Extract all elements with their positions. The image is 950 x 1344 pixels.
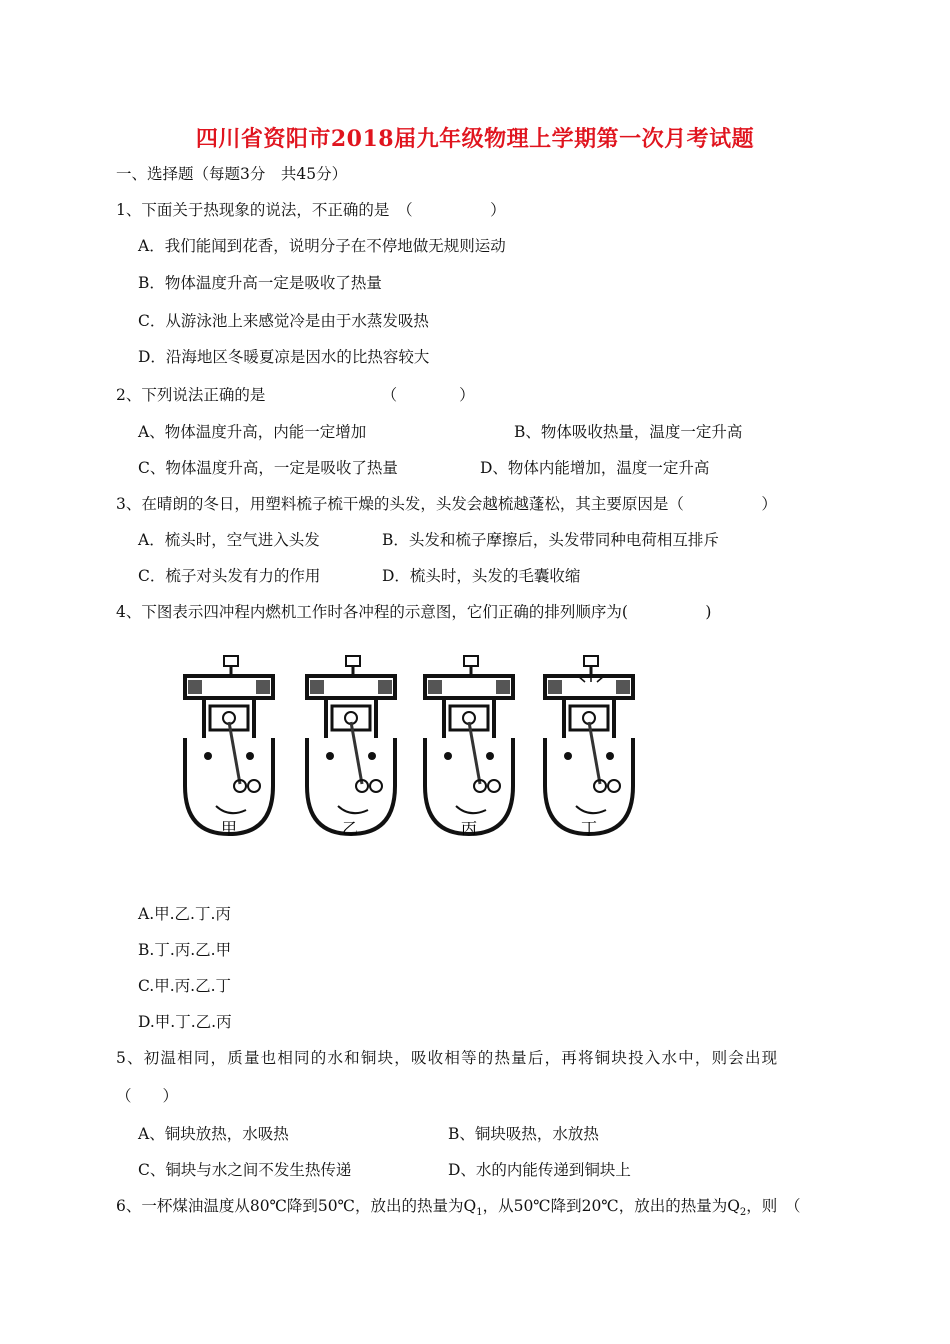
question-4-option-a: A.甲.乙.丁.丙: [138, 905, 231, 923]
figure-label-4: 丁: [580, 819, 598, 838]
question-2-option-b: B、物体吸收热量，温度一定升高: [514, 423, 743, 441]
question-3-option-d: D．梳头时，头发的毛囊收缩: [382, 567, 581, 585]
page-title: 四川省资阳市2018届九年级物理上学期第一次月考试题: [195, 126, 755, 152]
question-4-option-b: B.丁.丙.乙.甲: [138, 941, 232, 959]
question-5-option-d: D、水的内能传递到铜块上: [448, 1161, 631, 1179]
question-4-stem: 4、下图表示四冲程内燃机工作时各冲程的示意图，它们正确的排列顺序为( ): [116, 603, 712, 621]
figure-label-1: 甲: [220, 819, 238, 838]
engine-diagram-4: [545, 656, 633, 834]
question-2-stem: 2、下列说法正确的是 （ ）: [116, 386, 475, 404]
question-6-subscript-1: 1: [476, 1207, 483, 1219]
question-2-option-c: C、物体温度升高，一定是吸收了热量: [138, 459, 398, 477]
question-2-option-a: A、物体温度升高，内能一定增加: [138, 423, 367, 441]
engine-stroke-diagrams: [180, 652, 650, 842]
question-5-option-a: A、铜块放热，水吸热: [138, 1125, 289, 1143]
engine-diagram-1: [185, 656, 273, 834]
question-3-option-c: C．梳子对头发有力的作用: [138, 567, 321, 585]
question-1-option-c: C．从游泳池上来感觉冷是由于水蒸发吸热: [138, 312, 429, 330]
figure-label-3: 丙: [460, 819, 478, 838]
question-1-stem: 1、下面关于热现象的说法，不正确的是 （ ）: [116, 201, 506, 219]
question-6-subscript-2: 2: [739, 1207, 747, 1219]
question-6-stem-part-a: 6、一杯煤油温度从80℃降到50℃，放出的热量为Q: [116, 1197, 477, 1215]
section-heading: 一、选择题（每题3分 共45分）: [116, 165, 348, 183]
engine-diagram-3: [425, 656, 513, 834]
question-5-option-c: C、铜块与水之间不发生热传递: [138, 1161, 352, 1179]
question-5-stem: 5、初温相同，质量也相同的水和铜块，吸收相等的热量后，再将铜块投入水中，则会出现: [116, 1049, 779, 1067]
question-5-option-b: B、铜块吸热，水放热: [448, 1125, 599, 1143]
question-4-option-d: D.甲.丁.乙.丙: [138, 1013, 232, 1031]
question-6-stem-part-c: ，则 （: [746, 1197, 801, 1215]
question-1-option-a: A．我们能闻到花香，说明分子在不停地做无规则运动: [138, 237, 506, 255]
question-4-option-c: C.甲.丙.乙.丁: [138, 977, 232, 995]
question-3-option-b: B．头发和梳子摩擦后，头发带同种电荷相互排斥: [382, 531, 719, 549]
question-3-option-a: A．梳头时，空气进入头发: [138, 531, 320, 549]
question-3-stem: 3、在晴朗的冬日，用塑料梳子梳干燥的头发，头发会越梳越蓬松，其主要原因是（ ）: [116, 495, 777, 513]
engine-diagram-2: [307, 656, 395, 834]
question-2-option-d: D、物体内能增加，温度一定升高: [480, 459, 710, 477]
question-6-stem-part-b: ，从50℃降到20℃，放出的热量为Q: [482, 1197, 740, 1215]
question-6-stem: [116, 1196, 801, 1223]
question-5-stem-continued: （ ）: [116, 1087, 179, 1105]
question-1-option-d: D．沿海地区冬暖夏凉是因水的比热容较大: [138, 348, 430, 366]
question-1-option-b: B．物体温度升高一定是吸收了热量: [138, 274, 382, 292]
figure-label-2: 乙: [341, 819, 359, 838]
